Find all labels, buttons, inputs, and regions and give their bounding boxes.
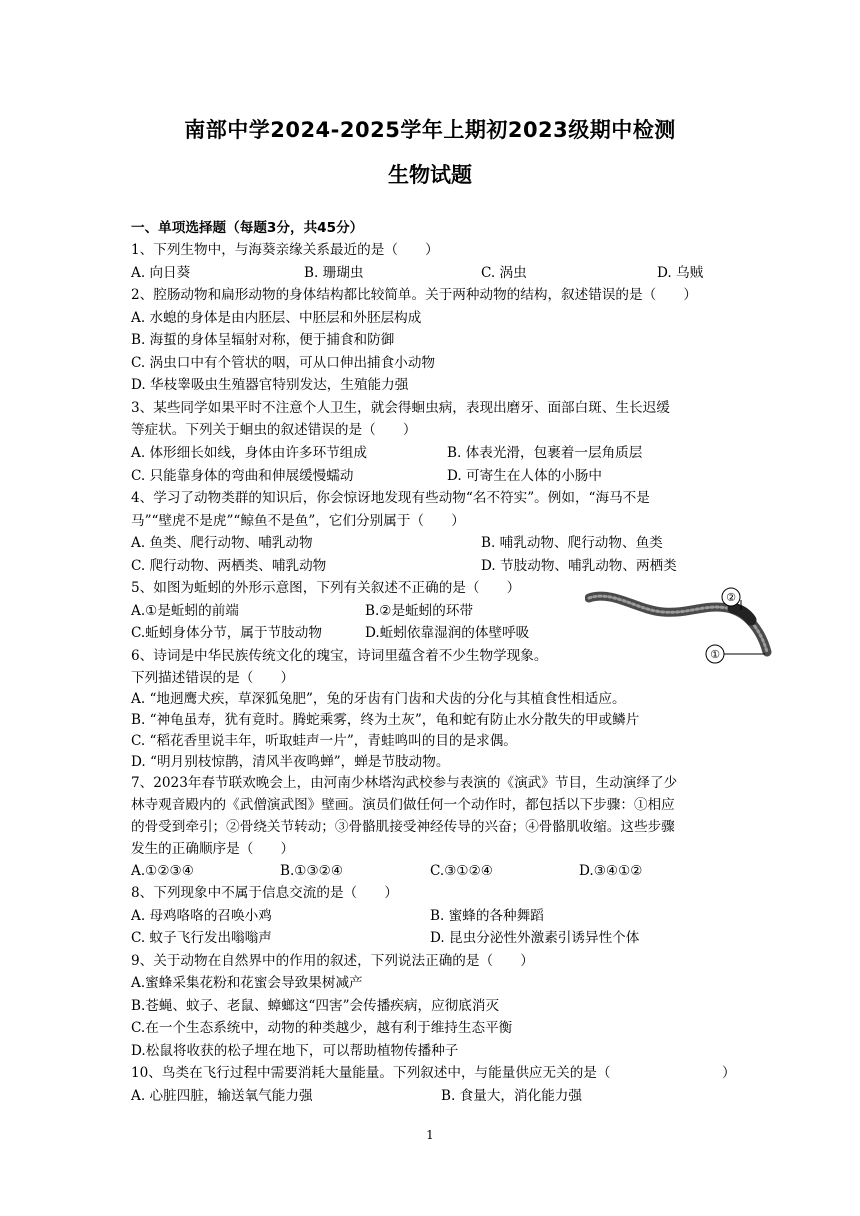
q5-option-c: C.蚯蚓身体分节，属于节肢动物: [131, 625, 322, 641]
q10-option-a: A. 心脏四脏，输送氧气能力强: [131, 1088, 313, 1104]
q2-option-d: D. 华枝睾吸虫生殖器官特别发达，生殖能力强: [131, 377, 409, 393]
q10-stem: 10、鸟类在飞行过程中需要消耗大量能量。下列叙述中，与能量供应无关的是（: [131, 1065, 611, 1081]
q9-option-d: D.松鼠将收获的松子埋在地下，可以帮助植物传播种子: [131, 1043, 459, 1059]
q1-option-a: A. 向日葵: [131, 265, 191, 281]
q4-option-a: A. 鱼类、爬行动物、哺乳动物: [131, 535, 313, 551]
q9-stem: 9、关于动物在自然界中的作用的叙述，下列说法正确的是（ ）: [131, 953, 534, 969]
q3-option-b: B. 体表光滑，包裹着一层角质层: [447, 445, 643, 461]
q2-option-b: B. 海蜇的身体呈辐射对称，便于捕食和防御: [131, 332, 395, 348]
q8-stem: 8、下列现象中不属于信息交流的是（ ）: [131, 885, 398, 901]
q9-option-b: B.苍蝇、蚊子、老鼠、蟑螂这“四害”会传播疾病，应彻底消灭: [131, 998, 500, 1014]
q4-option-b: B. 哺乳动物、爬行动物、鱼类: [481, 535, 663, 551]
q9-option-a: A.蜜蜂采集花粉和花蜜会导致果树减产: [131, 975, 363, 991]
q5-stem: 5、如图为蚯蚓的外形示意图，下列有关叙述不正确的是（ ）: [131, 580, 521, 596]
q7-stem-line2: 林寺观音殿内的《武僧演武图》壁画。演员们做任何一个动作时，都包括以下步骤：①相应: [131, 797, 675, 813]
earthworm-clitellum: [733, 608, 751, 620]
q3-option-a: A. 体形细长如线，身体由许多环节组成: [131, 445, 367, 461]
q4-stem-line2: 马”“壁虎不是虎”“鲸鱼不是鱼”，它们分别属于（ ）: [131, 513, 465, 529]
label-2-text: ②: [726, 591, 736, 604]
q2-option-c: C. 涡虫口中有个管状的咽，可从口伸出捕食小动物: [131, 355, 436, 371]
q9-option-c: C.在一个生态系统中，动物的种类越少，越有利于维持生态平衡: [131, 1020, 513, 1036]
q3-stem-line1: 3、某些同学如果平时不注意个人卫生，就会得蛔虫病，表现出磨牙、面部白斑、生长迟缓: [131, 400, 670, 416]
exam-subtitle: 生物试题: [388, 163, 472, 187]
q4-option-d: D. 节肢动物、哺乳动物、两栖类: [481, 558, 677, 574]
q7-stem-line4: 发生的正确顺序是（ ）: [131, 841, 295, 857]
q2-option-a: A. 水螅的身体是由内胚层、中胚层和外胚层构成: [131, 310, 422, 326]
q8-option-b: B. 蜜蜂的各种舞蹈: [430, 908, 544, 924]
q8-option-c: C. 蚊子飞行发出嗡嗡声: [131, 930, 272, 946]
q7-stem-line3: 的骨受到牵引；②骨绕关节转动；③骨骼肌接受神经传导的兴奋；④骨骼肌收缩。这些步骤: [131, 819, 675, 835]
page-number: 1: [426, 1128, 434, 1142]
q7-option-a: A.①②③④: [131, 863, 194, 879]
earthworm-segments: [589, 596, 767, 652]
q5-option-d: D.蚯蚓依靠湿润的体壁呼吸: [365, 625, 530, 641]
q6-option-c: C. “稻花香里说丰年，听取蛙声一片”，青蛙鸣叫的目的是求偶。: [131, 733, 517, 749]
section-heading: 一、单项选择题（每题3分，共45分）: [131, 220, 364, 236]
q7-option-b: B.①③②④: [280, 863, 344, 879]
q1-option-c: C. 涡虫: [481, 265, 527, 281]
earthworm-body: [589, 596, 767, 652]
q3-option-d: D. 可寄生在人体的小肠中: [447, 468, 602, 484]
q4-stem-line1: 4、学习了动物类群的知识后，你会惊讶地发现有些动物“名不符实”。例如，“海马不是: [131, 490, 650, 506]
earthworm-figure: [585, 586, 785, 666]
q8-option-a: A. 母鸡咯咯的召唤小鸡: [131, 908, 272, 924]
q3-option-c: C. 只能靠身体的弯曲和伸展缓慢蠕动: [131, 468, 354, 484]
q1-stem: 1、下列生物中，与海葵亲缘关系最近的是（ ）: [131, 242, 439, 258]
q1-option-d: D. 乌贼: [657, 265, 704, 281]
q7-option-c: C.③①②④: [430, 863, 493, 879]
q6-option-a: A. “地迥鹰犬疾，草深狐兔肥”，兔的牙齿有门齿和犬齿的分化与其植食性相适应。: [131, 691, 626, 707]
exam-title: 南部中学2024-2025学年上期初2023级期中检测: [184, 118, 676, 142]
q5-option-b: B.②是蚯蚓的环带: [365, 603, 474, 619]
q6-option-d: D. “明月别枝惊鹊，清风半夜鸣蝉”，蝉是节肢动物。: [131, 754, 450, 770]
q10-stem-close: ）: [722, 1065, 736, 1081]
q3-stem-line2: 等症状。下列关于蛔虫的叙述错误的是（ ）: [131, 422, 417, 438]
q4-option-c: C. 爬行动物、两栖类、哺乳动物: [131, 558, 327, 574]
q2-stem: 2、腔肠动物和扁形动物的身体结构都比较简单。关于两种动物的结构，叙述错误的是（ ）: [131, 287, 697, 303]
q7-stem-line1: 7、2023年春节联欢晚会上，由河南少林塔沟武校参与表演的《演武》节目，生动演绎了少: [131, 775, 678, 791]
q10-option-b: B. 食量大，消化能力强: [441, 1088, 582, 1104]
q6-option-b: B. “神龟虽寿，犹有竟时。腾蛇乘雾，终为土灰”，龟和蛇有防止水分散失的甲或鳞片: [131, 712, 640, 728]
q6-stem-line1: 6、诗词是中华民族传统文化的瑰宝，诗词里蕴含着不少生物学现象。: [131, 648, 548, 664]
label-1-text: ①: [710, 648, 720, 661]
q8-option-d: D. 昆虫分泌性外激素引诱异性个体: [430, 930, 640, 946]
q6-stem-line2: 下列描述错误的是（ ）: [131, 670, 295, 686]
q5-option-a: A.①是蚯蚓的前端: [131, 603, 239, 619]
q1-option-b: B. 珊瑚虫: [304, 265, 364, 281]
q7-option-d: D.③④①②: [579, 863, 643, 879]
